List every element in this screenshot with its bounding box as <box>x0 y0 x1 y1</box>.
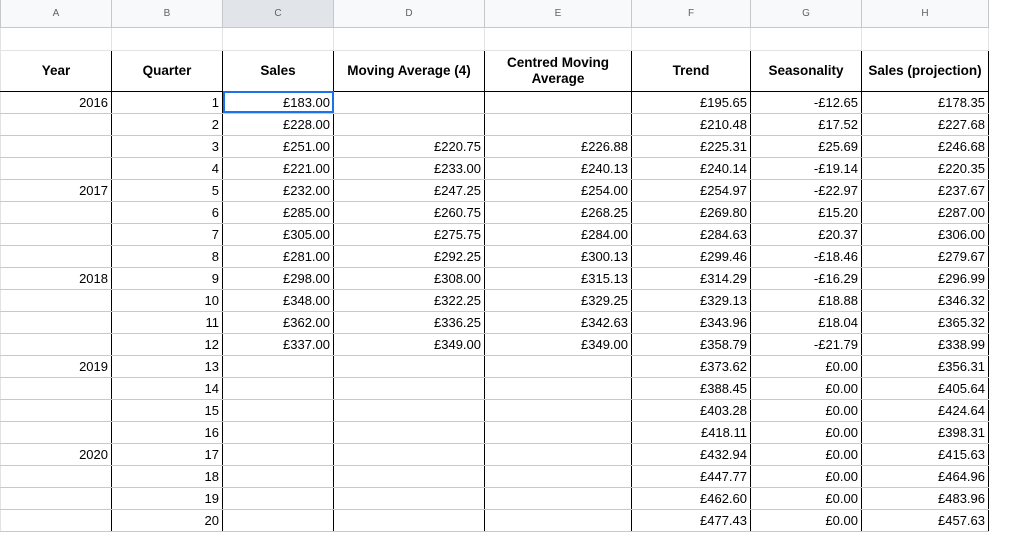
cell-quarter[interactable]: 9 <box>112 267 223 289</box>
cell-trend[interactable]: £299.46 <box>632 245 751 267</box>
cell-sales[interactable]: £337.00 <box>223 333 334 355</box>
cell-moving-average[interactable] <box>334 91 485 113</box>
cell-sales[interactable]: £305.00 <box>223 223 334 245</box>
cell-trend[interactable]: £432.94 <box>632 443 751 465</box>
cell-moving-average[interactable] <box>334 399 485 421</box>
cell-year[interactable]: 2020 <box>1 443 112 465</box>
cell-year[interactable] <box>1 399 112 421</box>
table-row <box>1 465 989 487</box>
table-row <box>1 245 989 267</box>
column-header-f[interactable]: F <box>632 0 751 27</box>
cell-seasonality[interactable]: -£16.29 <box>751 267 862 289</box>
cell-sales[interactable]: £183.00 <box>223 91 334 113</box>
table-header-row <box>1 50 989 91</box>
cell-sales-projection[interactable]: £246.68 <box>862 135 989 157</box>
cell-sales-projection[interactable]: £424.64 <box>862 399 989 421</box>
cell-moving-average[interactable]: £349.00 <box>334 333 485 355</box>
table-row <box>1 157 989 179</box>
cell-centred-moving-average[interactable]: £240.13 <box>485 157 632 179</box>
cell-quarter[interactable]: 15 <box>112 399 223 421</box>
cell-centred-moving-average[interactable] <box>485 421 632 443</box>
column-header-b[interactable]: B <box>112 0 223 27</box>
cell-centred-moving-average[interactable]: £315.13 <box>485 267 632 289</box>
header-moving-average[interactable]: Moving Average (4) <box>334 50 485 91</box>
cell-year[interactable] <box>1 333 112 355</box>
cell-centred-moving-average[interactable]: £349.00 <box>485 333 632 355</box>
cell-quarter[interactable]: 6 <box>112 201 223 223</box>
table-row <box>1 311 989 333</box>
cell-year[interactable] <box>1 465 112 487</box>
cell-sales-projection[interactable]: £356.31 <box>862 355 989 377</box>
cell-seasonality[interactable]: -£12.65 <box>751 91 862 113</box>
table-row <box>1 377 989 399</box>
column-header-a[interactable]: A <box>1 0 112 27</box>
cell-moving-average[interactable]: £220.75 <box>334 135 485 157</box>
cell-moving-average[interactable]: £336.25 <box>334 311 485 333</box>
cell-seasonality[interactable]: £0.00 <box>751 443 862 465</box>
cell-seasonality[interactable]: £0.00 <box>751 421 862 443</box>
cell-moving-average[interactable] <box>334 355 485 377</box>
header-seasonality[interactable]: Seasonality <box>751 50 862 91</box>
cell-moving-average[interactable]: £322.25 <box>334 289 485 311</box>
cell-sales-projection[interactable]: £398.31 <box>862 421 989 443</box>
cell-seasonality[interactable]: £0.00 <box>751 487 862 509</box>
column-header-c[interactable]: C <box>223 0 334 27</box>
cell-sales[interactable] <box>223 487 334 509</box>
cell-centred-moving-average[interactable]: £254.00 <box>485 179 632 201</box>
blank-row <box>1 27 989 50</box>
cell-sales-projection[interactable]: £338.99 <box>862 333 989 355</box>
cell-centred-moving-average[interactable]: £284.00 <box>485 223 632 245</box>
cell-moving-average[interactable] <box>334 113 485 135</box>
cell-year[interactable] <box>1 223 112 245</box>
table-row <box>1 289 989 311</box>
cell-quarter[interactable]: 5 <box>112 179 223 201</box>
cell[interactable] <box>862 27 989 50</box>
cell-year[interactable] <box>1 157 112 179</box>
cell-seasonality[interactable]: -£21.79 <box>751 333 862 355</box>
cell-quarter[interactable]: 19 <box>112 487 223 509</box>
cell-seasonality[interactable]: -£18.46 <box>751 245 862 267</box>
cell[interactable] <box>112 27 223 50</box>
cell-trend[interactable]: £358.79 <box>632 333 751 355</box>
cell-sales[interactable] <box>223 377 334 399</box>
cell-sales[interactable] <box>223 443 334 465</box>
cell-sales-projection[interactable]: £279.67 <box>862 245 989 267</box>
cell-year[interactable] <box>1 245 112 267</box>
cell-sales[interactable] <box>223 421 334 443</box>
cell-centred-moving-average[interactable]: £329.25 <box>485 289 632 311</box>
table-row <box>1 487 989 509</box>
cell-trend[interactable]: £343.96 <box>632 311 751 333</box>
cell-trend[interactable]: £388.45 <box>632 377 751 399</box>
cell-quarter[interactable]: 8 <box>112 245 223 267</box>
cell-centred-moving-average[interactable] <box>485 377 632 399</box>
cell-trend[interactable]: £225.31 <box>632 135 751 157</box>
cell-trend[interactable]: £329.13 <box>632 289 751 311</box>
table-row <box>1 509 989 531</box>
cell-sales[interactable]: £285.00 <box>223 201 334 223</box>
cell-quarter[interactable]: 20 <box>112 509 223 531</box>
cell-sales[interactable]: £232.00 <box>223 179 334 201</box>
cell-quarter[interactable]: 12 <box>112 333 223 355</box>
cell-quarter[interactable]: 17 <box>112 443 223 465</box>
cell-sales-projection[interactable]: £306.00 <box>862 223 989 245</box>
cell-sales-projection[interactable]: £220.35 <box>862 157 989 179</box>
cell-year[interactable]: 2019 <box>1 355 112 377</box>
cell-centred-moving-average[interactable] <box>485 509 632 531</box>
cell-year[interactable] <box>1 135 112 157</box>
cell-moving-average[interactable] <box>334 509 485 531</box>
column-header-h[interactable]: H <box>862 0 989 27</box>
cell-centred-moving-average[interactable]: £300.13 <box>485 245 632 267</box>
cell-year[interactable] <box>1 487 112 509</box>
cell-sales-projection[interactable]: £237.67 <box>862 179 989 201</box>
cell-sales[interactable] <box>223 509 334 531</box>
cell-sales-projection[interactable]: £227.68 <box>862 113 989 135</box>
cell-trend[interactable]: £477.43 <box>632 509 751 531</box>
cell-sales-projection[interactable]: £464.96 <box>862 465 989 487</box>
cell-seasonality[interactable]: £18.04 <box>751 311 862 333</box>
cell-sales-projection[interactable]: £415.63 <box>862 443 989 465</box>
cell-sales[interactable]: £362.00 <box>223 311 334 333</box>
table-body <box>1 91 989 531</box>
cell-centred-moving-average[interactable] <box>485 355 632 377</box>
cell-moving-average[interactable]: £233.00 <box>334 157 485 179</box>
cell-sales[interactable] <box>223 399 334 421</box>
cell-trend[interactable]: £284.63 <box>632 223 751 245</box>
cell-year[interactable] <box>1 201 112 223</box>
cell-trend[interactable]: £210.48 <box>632 113 751 135</box>
cell-seasonality[interactable]: £0.00 <box>751 377 862 399</box>
cell-year[interactable] <box>1 289 112 311</box>
cell-quarter[interactable]: 14 <box>112 377 223 399</box>
header-trend[interactable]: Trend <box>632 50 751 91</box>
cell-year[interactable] <box>1 377 112 399</box>
cell-sales-projection[interactable]: £346.32 <box>862 289 989 311</box>
cell-year[interactable] <box>1 421 112 443</box>
column-header-e[interactable]: E <box>485 0 632 27</box>
cell-centred-moving-average[interactable] <box>485 443 632 465</box>
cell-quarter[interactable]: 7 <box>112 223 223 245</box>
cell-seasonality[interactable]: -£22.97 <box>751 179 862 201</box>
cell[interactable] <box>751 27 862 50</box>
cell-seasonality[interactable]: £0.00 <box>751 465 862 487</box>
cell-seasonality[interactable]: -£19.14 <box>751 157 862 179</box>
cell-seasonality[interactable]: £0.00 <box>751 399 862 421</box>
cell-moving-average[interactable] <box>334 377 485 399</box>
cell-centred-moving-average[interactable] <box>485 91 632 113</box>
cell-moving-average[interactable]: £292.25 <box>334 245 485 267</box>
cell-quarter[interactable]: 1 <box>112 91 223 113</box>
cell-sales[interactable]: £348.00 <box>223 289 334 311</box>
cell-quarter[interactable]: 11 <box>112 311 223 333</box>
cell-trend[interactable]: £418.11 <box>632 421 751 443</box>
cell-quarter[interactable]: 2 <box>112 113 223 135</box>
cell-sales-projection[interactable]: £287.00 <box>862 201 989 223</box>
cell-moving-average[interactable] <box>334 421 485 443</box>
cell-trend[interactable]: £373.62 <box>632 355 751 377</box>
table-row <box>1 443 989 465</box>
cell-quarter[interactable]: 3 <box>112 135 223 157</box>
table-row <box>1 267 989 289</box>
cell-moving-average[interactable]: £260.75 <box>334 201 485 223</box>
cell[interactable] <box>632 27 751 50</box>
cell-trend[interactable]: £195.65 <box>632 91 751 113</box>
cell-seasonality[interactable]: £0.00 <box>751 509 862 531</box>
cell-quarter[interactable]: 18 <box>112 465 223 487</box>
cell-sales[interactable] <box>223 355 334 377</box>
cell-centred-moving-average[interactable] <box>485 465 632 487</box>
column-header-g[interactable]: G <box>751 0 862 27</box>
cell-trend[interactable]: £254.97 <box>632 179 751 201</box>
table-row <box>1 223 989 245</box>
cell-sales-projection[interactable]: £457.63 <box>862 509 989 531</box>
cell-trend[interactable]: £269.80 <box>632 201 751 223</box>
cell-trend[interactable]: £403.28 <box>632 399 751 421</box>
cell-quarter[interactable]: 16 <box>112 421 223 443</box>
cell-sales-projection[interactable]: £405.64 <box>862 377 989 399</box>
header-centred-moving-average[interactable]: Centred Moving Average <box>485 50 632 91</box>
cell-sales[interactable]: £281.00 <box>223 245 334 267</box>
cell-centred-moving-average[interactable] <box>485 487 632 509</box>
cell-sales-projection[interactable]: £178.35 <box>862 91 989 113</box>
cell-quarter[interactable]: 13 <box>112 355 223 377</box>
cell-sales-projection[interactable]: £296.99 <box>862 267 989 289</box>
cell-seasonality[interactable]: £18.88 <box>751 289 862 311</box>
cell-year[interactable]: 2018 <box>1 267 112 289</box>
cell-moving-average[interactable]: £275.75 <box>334 223 485 245</box>
table-row <box>1 333 989 355</box>
cell-sales[interactable] <box>223 465 334 487</box>
cell-centred-moving-average[interactable]: £268.25 <box>485 201 632 223</box>
cell[interactable] <box>334 27 485 50</box>
header-sales-projection[interactable]: Sales (projection) <box>862 50 989 91</box>
table-row <box>1 421 989 443</box>
cell-trend[interactable]: £240.14 <box>632 157 751 179</box>
cell[interactable] <box>1 27 112 50</box>
cell-trend[interactable]: £447.77 <box>632 465 751 487</box>
cell-year[interactable]: 2017 <box>1 179 112 201</box>
cell-moving-average[interactable] <box>334 465 485 487</box>
cell-centred-moving-average[interactable] <box>485 399 632 421</box>
cell-centred-moving-average[interactable]: £342.63 <box>485 311 632 333</box>
cell-trend[interactable]: £314.29 <box>632 267 751 289</box>
cell[interactable] <box>223 27 334 50</box>
cell-trend[interactable]: £462.60 <box>632 487 751 509</box>
cell-seasonality[interactable]: £15.20 <box>751 201 862 223</box>
column-header-d[interactable]: D <box>334 0 485 27</box>
cell-moving-average[interactable] <box>334 443 485 465</box>
table-row <box>1 179 989 201</box>
table-row <box>1 113 989 135</box>
cell-quarter[interactable]: 4 <box>112 157 223 179</box>
cell-sales-projection[interactable]: £365.32 <box>862 311 989 333</box>
cell-year[interactable] <box>1 509 112 531</box>
cell-quarter[interactable]: 10 <box>112 289 223 311</box>
header-quarter[interactable]: Quarter <box>112 50 223 91</box>
cell-year[interactable]: 2016 <box>1 91 112 113</box>
cell-seasonality[interactable]: £25.69 <box>751 135 862 157</box>
cell-centred-moving-average[interactable] <box>485 113 632 135</box>
table-row <box>1 91 989 113</box>
cell-sales[interactable]: £251.00 <box>223 135 334 157</box>
header-year[interactable]: Year <box>1 50 112 91</box>
table-row <box>1 201 989 223</box>
table-row <box>1 399 989 421</box>
column-header-row <box>1 0 989 27</box>
cell[interactable] <box>485 27 632 50</box>
cell-seasonality[interactable]: £0.00 <box>751 355 862 377</box>
cell-moving-average[interactable]: £308.00 <box>334 267 485 289</box>
cell-moving-average[interactable] <box>334 487 485 509</box>
cell-sales-projection[interactable]: £483.96 <box>862 487 989 509</box>
cell-sales[interactable]: £221.00 <box>223 157 334 179</box>
cell-seasonality[interactable]: £17.52 <box>751 113 862 135</box>
table-row <box>1 135 989 157</box>
cell-sales[interactable]: £228.00 <box>223 113 334 135</box>
cell-seasonality[interactable]: £20.37 <box>751 223 862 245</box>
header-sales[interactable]: Sales <box>223 50 334 91</box>
table-row <box>1 355 989 377</box>
cell-sales[interactable]: £298.00 <box>223 267 334 289</box>
cell-year[interactable] <box>1 113 112 135</box>
cell-year[interactable] <box>1 311 112 333</box>
cell-centred-moving-average[interactable]: £226.88 <box>485 135 632 157</box>
cell-moving-average[interactable]: £247.25 <box>334 179 485 201</box>
